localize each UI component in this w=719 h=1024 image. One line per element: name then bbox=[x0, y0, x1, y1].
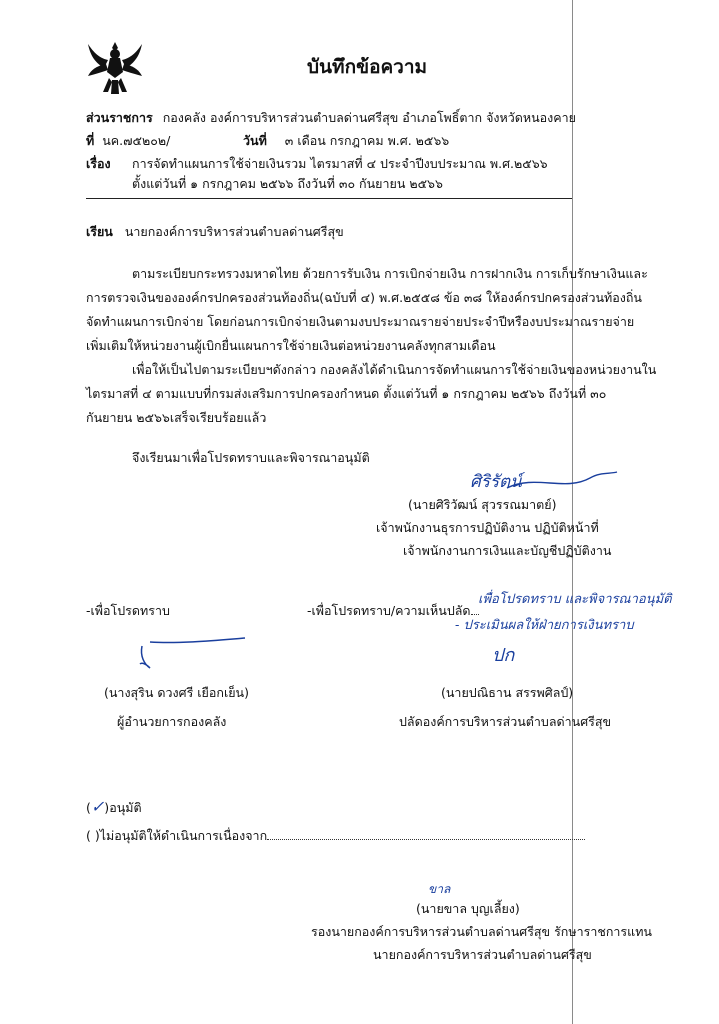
approver-name: (นายขาล บุญเลี้ยง) bbox=[416, 901, 520, 916]
subject-line-2: ตั้งแต่วันที่ ๑ กรกฎาคม ๒๕๖๖ ถึงวันที่ ๓๐ กันยายน ๒๕๖๖ bbox=[132, 176, 443, 191]
agency-row bbox=[86, 108, 576, 128]
date-label: วันที่ bbox=[243, 133, 267, 148]
closing-line: จึงเรียนมาเพื่อโปรดทราบและพิจารณาอนุมัติ bbox=[132, 450, 370, 465]
salutation-row bbox=[86, 222, 344, 242]
right-name: (นายปณิธาน สรรพศิลป์) bbox=[441, 685, 574, 700]
approver-signature: ขาล bbox=[428, 882, 451, 896]
body-p2-line-3: กันยายน ๒๕๖๖เสร็จเรียบร้อยแล้ว bbox=[86, 410, 267, 425]
date-value: ๓ เดือน กรกฎาคม พ.ศ. ๒๕๖๖ bbox=[284, 133, 450, 148]
signer1-name: (นายศิริวัฒน์ สุวรรณมาตย์) bbox=[408, 497, 557, 512]
disapprove-reason-line bbox=[267, 839, 585, 840]
page-fold-line bbox=[572, 0, 573, 1024]
approve-check-icon: ✓ bbox=[90, 797, 105, 816]
date-row bbox=[243, 131, 449, 151]
left-name: (นางสุริน ดวงศรี เยือกเย็น) bbox=[104, 685, 249, 700]
signature-flourish-icon bbox=[505, 470, 620, 494]
approver-position-2: นายกองค์การบริหารส่วนตำบลด่านศรีสุข bbox=[373, 947, 592, 962]
left-notify-label: -เพื่อโปรดทราบ bbox=[86, 603, 170, 618]
garuda-emblem-icon bbox=[86, 40, 144, 98]
subject-line-1: การจัดทำแผนการใช้จ่ายเงินรวม ไตรมาสที่ ๔ ประจำปีงบประมาณ พ.ศ.๒๕๖๖ bbox=[132, 156, 548, 171]
salutation-value: นายกองค์การบริหารส่วนตำบลด่านศรีสุข bbox=[124, 224, 344, 239]
signer1-signature: ศิริรัตน์ bbox=[470, 472, 522, 492]
right-signature: ปก bbox=[492, 645, 515, 666]
header-divider bbox=[86, 198, 572, 199]
ref-value: นค.๗๕๒๐๒/ bbox=[102, 133, 171, 148]
memo-title: บันทึกข้อความ bbox=[307, 56, 428, 78]
signer1-position-2: เจ้าพนักงานการเงินและบัญชีปฏิบัติงาน bbox=[403, 543, 612, 558]
disapprove-row bbox=[86, 826, 585, 846]
body-p1-line-3: จัดทำแผนการเบิกจ่าย โดยก่อนการเบิกจ่ายเงินตามงบประมาณรายจ่ายประจำปีหรืองบประมาณรายจ่าย bbox=[86, 314, 635, 329]
left-position: ผู้อำนวยการกองคลัง bbox=[117, 714, 227, 729]
body-p1-line-4: เพิ่มเติมให้หน่วยงานผู้เบิกยื่นแผนการใช้จ่ายเงินต่อหน่วยงานคลังทุกสามเดือน bbox=[86, 338, 496, 353]
right-handwritten-note-2: - ประเมินผลให้ฝ่ายการเงินทราบ bbox=[455, 618, 634, 633]
body-p2-line-1: เพื่อให้เป็นไปตามระเบียบฯดังกล่าว กองคลังได้ดำเนินการจัดทำแผนการใช้จ่ายเงินของหน่วยงานใน bbox=[132, 362, 657, 377]
salutation-label: เรียน bbox=[86, 224, 113, 239]
body-p2-line-2: ไตรมาสที่ ๔ ตามแบบที่กรมส่งเสริมการปกครองกำหนด ตั้งแต่วันที่ ๑ กรกฎาคม ๒๕๖๖ ถึงวันที่ ๓๐ bbox=[86, 386, 607, 401]
disapprove-label: ( )ไม่อนุมัติให้ดำเนินการเนื่องจาก bbox=[86, 828, 268, 843]
body-p1-line-2: การตรวจเงินขององค์กรปกครองส่วนท้องถิ่น(ฉบับที่ ๔) พ.ศ.๒๕๕๘ ข้อ ๓๘ ให้องค์กรปกครองส่วนท้องถิ่น bbox=[86, 290, 642, 305]
agency-label: ส่วนราชการ bbox=[86, 110, 153, 125]
approve-label: อนุมัติ bbox=[109, 800, 142, 815]
right-handwritten-note-1: เพื่อโปรดทราบ และพิจารณาอนุมัติ bbox=[478, 592, 672, 607]
right-position: ปลัดองค์การบริหารส่วนตำบลด่านศรีสุข bbox=[399, 714, 612, 729]
approver-position-1: รองนายกองค์การบริหารส่วนตำบลด่านศรีสุข รักษาราชการแทน bbox=[311, 924, 652, 939]
right-notify-label bbox=[307, 601, 479, 621]
signer1-position-1: เจ้าพนักงานธุรการปฏิบัติงาน ปฏิบัติหน้าที่ bbox=[376, 520, 599, 535]
approve-row: (✓)อนุมัติ bbox=[86, 797, 142, 816]
left-signature-icon bbox=[120, 634, 250, 674]
subject-label: เรื่อง bbox=[86, 156, 111, 171]
ref-row bbox=[86, 131, 170, 151]
right-notify-label-text: -เพื่อโปรดทราบ/ความเห็นปลัด bbox=[307, 603, 471, 618]
agency-value: กองคลัง องค์การบริหารส่วนตำบลด่านศรีสุข อำเภอโพธิ์ตาก จังหวัดหนองคาย bbox=[162, 110, 576, 125]
ref-label: ที่ bbox=[86, 133, 95, 148]
body-p1-line-1: ตามระเบียบกระทรวงมหาดไทย ด้วยการรับเงิน การเบิกจ่ายเงิน การฝากเงิน การเก็บรักษาเงินและ bbox=[132, 266, 648, 281]
